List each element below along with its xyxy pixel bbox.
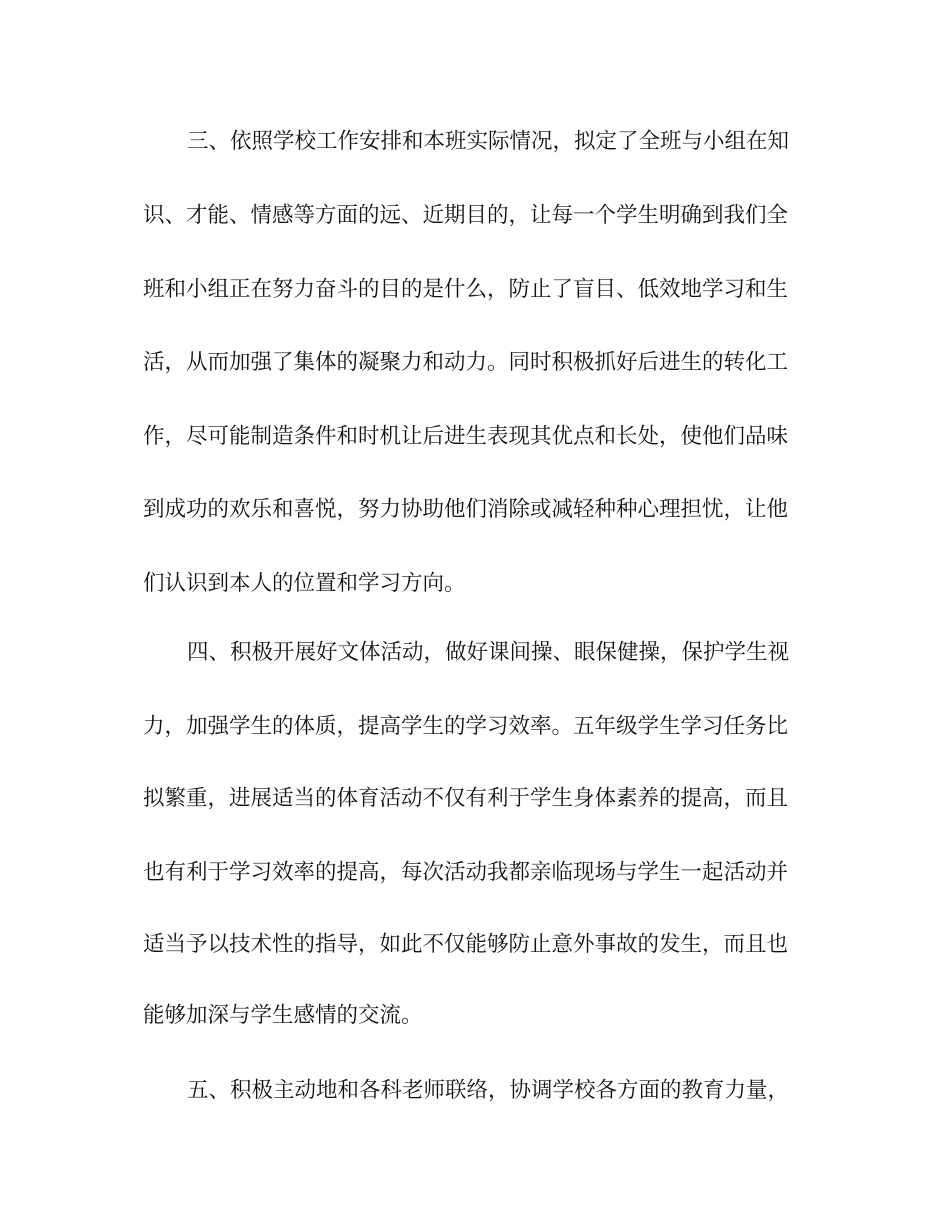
- paragraph-3-line-5: 作，尽可能制造条件和时机让后进生表现其优点和长处，使他们品味: [143, 424, 789, 449]
- paragraph-4-line-1: 四、积极开展好文体活动，做好课间操、眼保健操，保护学生视: [187, 640, 790, 665]
- paragraph-4-line-5: 适当予以技术性的指导，如此不仅能够防止意外事故的发生，而且也: [143, 932, 789, 957]
- paragraph-3-line-3: 班和小组正在努力奋斗的目的是什么，防止了盲目、低效地学习和生: [143, 277, 789, 302]
- paragraph-4-line-4: 也有利于学习效率的提高，每次活动我都亲临现场与学生一起活动并: [143, 860, 789, 885]
- paragraph-4-line-6: 能够加深与学生感情的交流。: [143, 1003, 423, 1028]
- paragraph-4-line-2: 力，加强学生的体质，提高学生的学习效率。五年级学生学习任务比: [143, 714, 789, 739]
- paragraph-3-line-6: 到成功的欢乐和喜悦，努力协助他们消除或减轻种种心理担忧，让他: [143, 497, 789, 522]
- paragraph-5-line-1: 五、积极主动地和各科老师联络，协调学校各方面的教育力量，: [187, 1078, 790, 1103]
- paragraph-3-line-7: 们认识到本人的位置和学习方向。: [143, 571, 466, 596]
- paragraph-3-line-2: 识、才能、情感等方面的远、近期目的，让每一个学生明确到我们全: [143, 203, 789, 228]
- paragraph-3-line-1: 三、依照学校工作安排和本班实际情况，拟定了全班与小组在知: [187, 129, 790, 154]
- paragraph-4-line-3: 拟繁重，进展适当的体育活动不仅有利于学生身体素养的提高，而且: [143, 786, 789, 811]
- paragraph-3-line-4: 活，从而加强了集体的凝聚力和动力。同时积极抓好后进生的转化工: [143, 350, 789, 375]
